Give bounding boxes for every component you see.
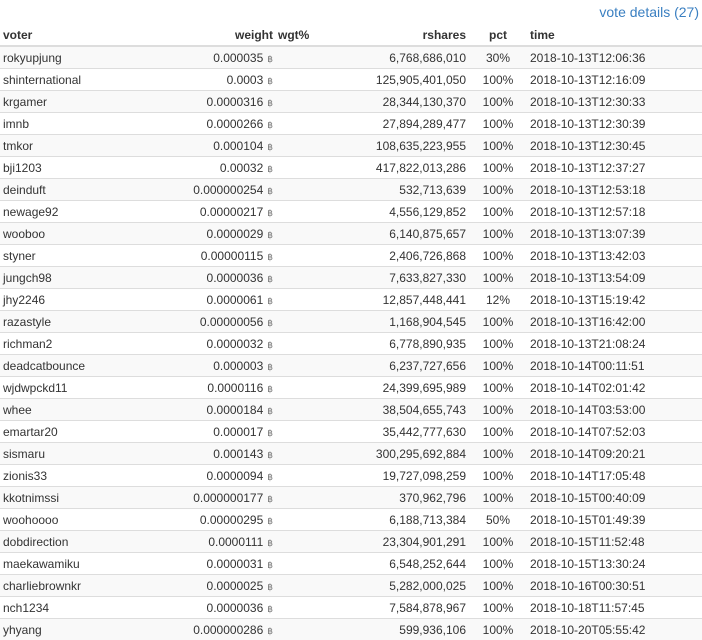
rshares-cell: 6,188,713,384 — [332, 509, 466, 531]
currency-b-icon: ฿ — [267, 625, 273, 636]
pct-cell: 100% — [466, 377, 530, 399]
table-row — [0, 157, 702, 179]
rshares-cell: 300,295,692,884 — [332, 443, 466, 465]
voter-name-link[interactable]: imnb — [0, 113, 117, 135]
weight-cell — [117, 553, 273, 575]
weight-value: 0.000000254 — [193, 182, 264, 197]
table-row — [0, 69, 702, 91]
voter-name-link[interactable]: richman2 — [0, 333, 117, 355]
weight-cell — [117, 355, 273, 377]
voter-name-link[interactable]: bji1203 — [0, 157, 117, 179]
rshares-cell: 6,237,727,656 — [332, 355, 466, 377]
weight-value: 0.00000217 — [199, 204, 264, 219]
pct-cell: 100% — [466, 135, 530, 157]
rshares-cell: 417,822,013,286 — [332, 157, 466, 179]
currency-b-icon: ฿ — [267, 119, 273, 130]
pct-cell: 100% — [466, 245, 530, 267]
time-cell: 2018-10-13T13:54:09 — [530, 267, 702, 289]
rshares-cell: 532,713,639 — [332, 179, 466, 201]
vote-details-link[interactable]: vote details (27) — [599, 4, 699, 20]
table-row — [0, 113, 702, 135]
voter-name-link[interactable]: woohoooo — [0, 509, 117, 531]
weight-cell — [117, 333, 273, 355]
weight-cell — [117, 619, 273, 640]
pct-cell: 100% — [466, 69, 530, 91]
voter-name-link[interactable]: wooboo — [0, 223, 117, 245]
time-cell: 2018-10-14T02:01:42 — [530, 377, 702, 399]
pct-cell: 100% — [466, 333, 530, 355]
currency-b-icon: ฿ — [267, 251, 273, 262]
weight-value: 0.00032 — [219, 160, 264, 175]
table-row — [0, 597, 702, 619]
table-row — [0, 509, 702, 531]
currency-b-icon: ฿ — [267, 405, 273, 416]
voter-name-link[interactable]: deadcatbounce — [0, 355, 117, 377]
weight-value: 0.0000025 — [206, 578, 264, 593]
rshares-cell: 5,282,000,025 — [332, 575, 466, 597]
weight-value: 0.000017 — [213, 424, 264, 439]
wgt-percent-cell — [273, 46, 332, 69]
voter-name-link[interactable]: kkotnimssi — [0, 487, 117, 509]
pct-cell: 100% — [466, 443, 530, 465]
rshares-cell: 6,768,686,010 — [332, 46, 466, 69]
weight-cell — [117, 91, 273, 113]
wgt-percent-cell — [273, 465, 332, 487]
weight-value: 0.0000266 — [206, 116, 264, 131]
time-cell: 2018-10-15T13:30:24 — [530, 553, 702, 575]
wgt-percent-cell — [273, 333, 332, 355]
pct-cell: 100% — [466, 157, 530, 179]
weight-value: 0.000143 — [213, 446, 264, 461]
voter-name-link[interactable]: dobdirection — [0, 531, 117, 553]
table-header-row — [0, 24, 702, 46]
table-row — [0, 201, 702, 223]
voter-name-link[interactable]: styner — [0, 245, 117, 267]
pct-cell: 100% — [466, 619, 530, 640]
pct-cell: 100% — [466, 597, 530, 619]
weight-cell — [117, 46, 273, 69]
weight-cell — [117, 531, 273, 553]
currency-b-icon: ฿ — [267, 163, 273, 174]
voter-name-link[interactable]: jungch98 — [0, 267, 117, 289]
wgt-percent-cell — [273, 531, 332, 553]
pct-cell: 30% — [466, 46, 530, 69]
wgt-percent-cell — [273, 553, 332, 575]
table-row — [0, 223, 702, 245]
pct-cell: 100% — [466, 531, 530, 553]
column-header-weight[interactable]: weight — [117, 24, 273, 46]
time-cell: 2018-10-13T16:42:00 — [530, 311, 702, 333]
weight-value: 0.000000177 — [193, 490, 264, 505]
currency-b-icon: ฿ — [267, 75, 273, 86]
column-header-pct[interactable]: pct — [466, 24, 530, 46]
time-cell: 2018-10-13T12:30:39 — [530, 113, 702, 135]
weight-value: 0.0000036 — [206, 270, 264, 285]
table-row — [0, 465, 702, 487]
time-cell: 2018-10-13T12:57:18 — [530, 201, 702, 223]
rshares-cell: 28,344,130,370 — [332, 91, 466, 113]
weight-cell — [117, 201, 273, 223]
wgt-percent-cell — [273, 69, 332, 91]
voter-name-link[interactable]: emartar20 — [0, 421, 117, 443]
pct-cell: 100% — [466, 421, 530, 443]
time-cell: 2018-10-13T13:07:39 — [530, 223, 702, 245]
weight-cell — [117, 179, 273, 201]
pct-cell: 100% — [466, 311, 530, 333]
rshares-cell: 4,556,129,852 — [332, 201, 466, 223]
pct-cell: 100% — [466, 223, 530, 245]
weight-value: 0.0000032 — [206, 336, 264, 351]
time-cell: 2018-10-13T13:42:03 — [530, 245, 702, 267]
voter-name-link[interactable]: nch1234 — [0, 597, 117, 619]
weight-cell — [117, 575, 273, 597]
time-cell: 2018-10-13T12:30:33 — [530, 91, 702, 113]
pct-cell: 100% — [466, 113, 530, 135]
voter-name-link[interactable]: zionis33 — [0, 465, 117, 487]
weight-cell — [117, 311, 273, 333]
voter-name-link[interactable]: jhy2246 — [0, 289, 117, 311]
table-row — [0, 289, 702, 311]
weight-value: 0.00000115 — [200, 248, 264, 263]
time-cell: 2018-10-13T12:37:27 — [530, 157, 702, 179]
rshares-cell: 6,140,875,657 — [332, 223, 466, 245]
weight-cell — [117, 135, 273, 157]
wgt-percent-cell — [273, 157, 332, 179]
currency-b-icon: ฿ — [267, 185, 273, 196]
weight-value: 0.00000056 — [199, 314, 264, 329]
currency-b-icon: ฿ — [267, 141, 273, 152]
weight-cell — [117, 487, 273, 509]
pct-cell: 100% — [466, 267, 530, 289]
table-row — [0, 91, 702, 113]
wgt-percent-cell — [273, 421, 332, 443]
time-cell: 2018-10-14T03:53:00 — [530, 399, 702, 421]
rshares-cell: 1,168,904,545 — [332, 311, 466, 333]
time-cell: 2018-10-14T07:52:03 — [530, 421, 702, 443]
weight-value: 0.0000111 — [208, 534, 264, 549]
table-row — [0, 135, 702, 157]
table-row — [0, 531, 702, 553]
table-row — [0, 46, 702, 69]
weight-value: 0.0000036 — [206, 600, 264, 615]
pct-cell: 12% — [466, 289, 530, 311]
weight-value: 0.0000184 — [206, 402, 264, 417]
currency-b-icon: ฿ — [267, 471, 273, 482]
rshares-cell: 35,442,777,630 — [332, 421, 466, 443]
currency-b-icon: ฿ — [267, 207, 273, 218]
currency-b-icon: ฿ — [267, 229, 273, 240]
rshares-cell: 6,778,890,935 — [332, 333, 466, 355]
top-bar — [0, 0, 702, 24]
time-cell: 2018-10-15T01:49:39 — [530, 509, 702, 531]
time-cell: 2018-10-13T12:06:36 — [530, 46, 702, 69]
voter-name-link[interactable]: shinternational — [0, 69, 117, 91]
voter-name-link[interactable]: krgamer — [0, 91, 117, 113]
wgt-percent-cell — [273, 311, 332, 333]
pct-cell: 100% — [466, 575, 530, 597]
wgt-percent-cell — [273, 179, 332, 201]
voter-name-link[interactable]: wjdwpckd11 — [0, 377, 117, 399]
weight-cell — [117, 113, 273, 135]
wgt-percent-cell — [273, 201, 332, 223]
currency-b-icon: ฿ — [267, 427, 273, 438]
weight-value: 0.0000116 — [207, 380, 264, 395]
rshares-cell: 6,548,252,644 — [332, 553, 466, 575]
wgt-percent-cell — [273, 113, 332, 135]
pct-cell: 100% — [466, 487, 530, 509]
time-cell: 2018-10-13T12:53:18 — [530, 179, 702, 201]
rshares-cell: 2,406,726,868 — [332, 245, 466, 267]
table-row — [0, 399, 702, 421]
pct-cell: 100% — [466, 465, 530, 487]
table-row — [0, 443, 702, 465]
rshares-cell: 108,635,223,955 — [332, 135, 466, 157]
rshares-cell: 12,857,448,441 — [332, 289, 466, 311]
weight-cell — [117, 465, 273, 487]
weight-cell — [117, 157, 273, 179]
time-cell: 2018-10-16T00:30:51 — [530, 575, 702, 597]
voter-name-link[interactable]: whee — [0, 399, 117, 421]
weight-value: 0.000000286 — [193, 622, 264, 637]
weight-value: 0.000003 — [213, 358, 264, 373]
table-row — [0, 333, 702, 355]
time-cell: 2018-10-15T00:40:09 — [530, 487, 702, 509]
time-cell: 2018-10-13T21:08:24 — [530, 333, 702, 355]
weight-cell — [117, 421, 273, 443]
table-row — [0, 355, 702, 377]
voter-name-link[interactable]: yhyang — [0, 619, 117, 640]
rshares-cell: 7,584,878,967 — [332, 597, 466, 619]
currency-b-icon: ฿ — [267, 493, 273, 504]
voter-name-link[interactable]: charliebrownkr — [0, 575, 117, 597]
time-cell: 2018-10-14T09:20:21 — [530, 443, 702, 465]
pct-cell: 100% — [466, 355, 530, 377]
wgt-percent-cell — [273, 399, 332, 421]
table-row — [0, 267, 702, 289]
weight-cell — [117, 245, 273, 267]
weight-value: 0.000104 — [213, 138, 264, 153]
weight-value: 0.000035 — [213, 50, 264, 65]
currency-b-icon: ฿ — [267, 361, 273, 372]
column-header-time[interactable]: time — [530, 24, 702, 46]
rshares-cell: 125,905,401,050 — [332, 69, 466, 91]
weight-cell — [117, 509, 273, 531]
pct-cell: 100% — [466, 553, 530, 575]
table-row — [0, 377, 702, 399]
wgt-percent-cell — [273, 509, 332, 531]
currency-b-icon: ฿ — [267, 339, 273, 350]
weight-cell — [117, 267, 273, 289]
weight-cell — [117, 443, 273, 465]
currency-b-icon: ฿ — [267, 559, 273, 570]
table-row — [0, 311, 702, 333]
voter-name-link[interactable]: deinduft — [0, 179, 117, 201]
time-cell: 2018-10-13T12:16:09 — [530, 69, 702, 91]
wgt-percent-cell — [273, 377, 332, 399]
weight-value: 0.00000295 — [199, 512, 264, 527]
time-cell: 2018-10-13T12:30:45 — [530, 135, 702, 157]
rshares-cell: 38,504,655,743 — [332, 399, 466, 421]
time-cell: 2018-10-20T05:55:42 — [530, 619, 702, 640]
wgt-percent-cell — [273, 443, 332, 465]
wgt-percent-cell — [273, 223, 332, 245]
wgt-percent-cell — [273, 289, 332, 311]
currency-b-icon: ฿ — [267, 97, 273, 108]
voter-name-link[interactable]: newage92 — [0, 201, 117, 223]
table-row — [0, 245, 702, 267]
rshares-cell: 7,633,827,330 — [332, 267, 466, 289]
rshares-cell: 370,962,796 — [332, 487, 466, 509]
voter-name-link[interactable]: maekawamiku — [0, 553, 117, 575]
column-header-wgt-percent[interactable]: wgt% — [273, 24, 332, 46]
wgt-percent-cell — [273, 487, 332, 509]
time-cell: 2018-10-14T17:05:48 — [530, 465, 702, 487]
time-cell: 2018-10-18T11:57:45 — [530, 597, 702, 619]
wgt-percent-cell — [273, 575, 332, 597]
weight-value: 0.0000061 — [206, 292, 264, 307]
currency-b-icon: ฿ — [267, 383, 273, 394]
voter-name-link[interactable]: rokyupjung — [0, 46, 117, 69]
weight-cell — [117, 377, 273, 399]
wgt-percent-cell — [273, 135, 332, 157]
rshares-cell: 599,936,106 — [332, 619, 466, 640]
weight-cell — [117, 289, 273, 311]
table-row — [0, 421, 702, 443]
wgt-percent-cell — [273, 245, 332, 267]
currency-b-icon: ฿ — [267, 537, 273, 548]
pct-cell: 100% — [466, 399, 530, 421]
wgt-percent-cell — [273, 597, 332, 619]
wgt-percent-cell — [273, 267, 332, 289]
weight-cell — [117, 223, 273, 245]
currency-b-icon: ฿ — [267, 295, 273, 306]
rshares-cell: 23,304,901,291 — [332, 531, 466, 553]
weight-value: 0.0000094 — [206, 468, 264, 483]
currency-b-icon: ฿ — [267, 273, 273, 284]
voter-name-link[interactable]: sismaru — [0, 443, 117, 465]
table-row — [0, 575, 702, 597]
wgt-percent-cell — [273, 619, 332, 640]
weight-cell — [117, 597, 273, 619]
pct-cell: 100% — [466, 179, 530, 201]
voter-name-link[interactable]: tmkor — [0, 135, 117, 157]
time-cell: 2018-10-15T11:52:48 — [530, 531, 702, 553]
rshares-cell: 24,399,695,989 — [332, 377, 466, 399]
table-row — [0, 179, 702, 201]
voter-name-link[interactable]: razastyle — [0, 311, 117, 333]
table-row — [0, 619, 702, 640]
currency-b-icon: ฿ — [267, 515, 273, 526]
currency-b-icon: ฿ — [267, 603, 273, 614]
time-cell: 2018-10-14T00:11:51 — [530, 355, 702, 377]
column-header-voter[interactable]: voter — [0, 24, 117, 46]
pct-cell: 100% — [466, 201, 530, 223]
votes-table-body — [0, 46, 702, 640]
weight-value: 0.0003 — [226, 72, 264, 87]
time-cell: 2018-10-13T15:19:42 — [530, 289, 702, 311]
table-row — [0, 553, 702, 575]
currency-b-icon: ฿ — [267, 317, 273, 328]
currency-b-icon: ฿ — [267, 581, 273, 592]
rshares-cell: 27,894,289,477 — [332, 113, 466, 135]
wgt-percent-cell — [273, 91, 332, 113]
weight-value: 0.0000031 — [206, 556, 264, 571]
column-header-rshares[interactable]: rshares — [332, 24, 466, 46]
votes-table — [0, 24, 702, 640]
table-row — [0, 487, 702, 509]
weight-value: 0.0000029 — [206, 226, 264, 241]
pct-cell: 50% — [466, 509, 530, 531]
rshares-cell: 19,727,098,259 — [332, 465, 466, 487]
weight-cell — [117, 69, 273, 91]
weight-value: 0.0000316 — [206, 94, 264, 109]
pct-cell: 100% — [466, 91, 530, 113]
currency-b-icon: ฿ — [267, 449, 273, 460]
wgt-percent-cell — [273, 355, 332, 377]
weight-cell — [117, 399, 273, 421]
currency-b-icon: ฿ — [267, 53, 273, 64]
